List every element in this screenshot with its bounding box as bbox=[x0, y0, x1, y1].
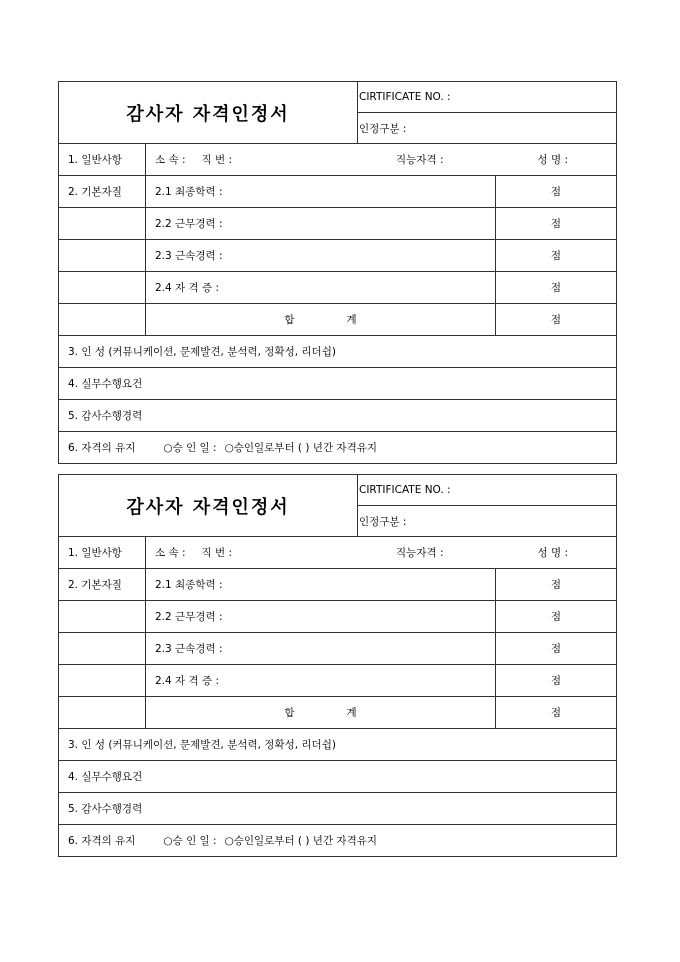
certificate-label: 2.4 자 격 증 : bbox=[146, 665, 496, 697]
approval-date-label: ○승 인 일 : bbox=[163, 442, 217, 454]
practical-requirements-row: 4. 실무수행요건 bbox=[59, 761, 617, 793]
score-unit: 점 bbox=[496, 272, 617, 304]
job-qualification-label: 직능자격 : bbox=[396, 154, 444, 166]
affiliation-label: 소 속 : bbox=[155, 154, 186, 166]
name-label: 성 명 : bbox=[537, 547, 569, 559]
score-unit: 점 bbox=[496, 633, 617, 665]
score-unit: 점 bbox=[496, 665, 617, 697]
score-unit: 점 bbox=[496, 240, 617, 272]
score-unit: 점 bbox=[496, 697, 617, 729]
affiliation-label: 소 속 : bbox=[155, 547, 186, 559]
general-info-fields bbox=[146, 144, 617, 176]
audit-experience-row: 5. 감사수행경력 bbox=[59, 400, 617, 432]
score-unit: 점 bbox=[496, 176, 617, 208]
qualification-maintenance-row: 6. 자격의 유지 ○승 인 일 : ○승인일로부터 ( ) 년간 자격유지 bbox=[59, 825, 617, 857]
score-unit: 점 bbox=[496, 601, 617, 633]
employee-no-label: 직 번 : bbox=[201, 547, 232, 559]
score-unit: 점 bbox=[496, 304, 617, 336]
basic-qualities-label: 2. 기본자질 bbox=[59, 569, 146, 601]
approval-date-label: ○승 인 일 : bbox=[163, 835, 217, 847]
certificate-form-1 bbox=[58, 81, 616, 464]
total-label: 합 계 bbox=[146, 304, 496, 336]
maintenance-period-label: ○승인일로부터 ( ) 년간 자격유지 bbox=[224, 442, 377, 454]
job-qualification-label: 직능자격 : bbox=[396, 547, 444, 559]
work-experience-label: 2.2 근무경력 : bbox=[146, 208, 496, 240]
certificate-no-label: CIRTIFICATE NO. : bbox=[358, 82, 617, 113]
personality-row: 3. 인 성 (커뮤니케이션, 문제발견, 분석력, 정확성, 리더쉽) bbox=[59, 336, 617, 368]
name-label: 성 명 : bbox=[537, 154, 569, 166]
score-unit: 점 bbox=[496, 208, 617, 240]
certificate-form-2 bbox=[58, 474, 616, 857]
tenure-label: 2.3 근속경력 : bbox=[146, 240, 496, 272]
general-info-label: 1. 일반사항 bbox=[59, 537, 146, 569]
form-title: 감사자 자격인정서 bbox=[59, 475, 358, 537]
certification-type-label: 인정구분 : bbox=[358, 506, 617, 537]
maintenance-period-label: ○승인일로부터 ( ) 년간 자격유지 bbox=[224, 835, 377, 847]
score-unit: 점 bbox=[496, 569, 617, 601]
employee-no-label: 직 번 : bbox=[201, 154, 232, 166]
personality-row: 3. 인 성 (커뮤니케이션, 문제발견, 분석력, 정확성, 리더쉽) bbox=[59, 729, 617, 761]
work-experience-label: 2.2 근무경력 : bbox=[146, 601, 496, 633]
certificate-no-label: CIRTIFICATE NO. : bbox=[358, 475, 617, 506]
education-label: 2.1 최종학력 : bbox=[146, 569, 496, 601]
form-title: 감사자 자격인정서 bbox=[59, 82, 358, 144]
practical-requirements-row: 4. 실무수행요건 bbox=[59, 368, 617, 400]
certification-type-label: 인정구분 : bbox=[358, 113, 617, 144]
tenure-label: 2.3 근속경력 : bbox=[146, 633, 496, 665]
general-info-fields bbox=[146, 537, 617, 569]
total-label: 합 계 bbox=[146, 697, 496, 729]
general-info-label: 1. 일반사항 bbox=[59, 144, 146, 176]
qualification-maintenance-row: 6. 자격의 유지 ○승 인 일 : ○승인일로부터 ( ) 년간 자격유지 bbox=[59, 432, 617, 464]
education-label: 2.1 최종학력 : bbox=[146, 176, 496, 208]
certificate-label: 2.4 자 격 증 : bbox=[146, 272, 496, 304]
audit-experience-row: 5. 감사수행경력 bbox=[59, 793, 617, 825]
basic-qualities-label: 2. 기본자질 bbox=[59, 176, 146, 208]
